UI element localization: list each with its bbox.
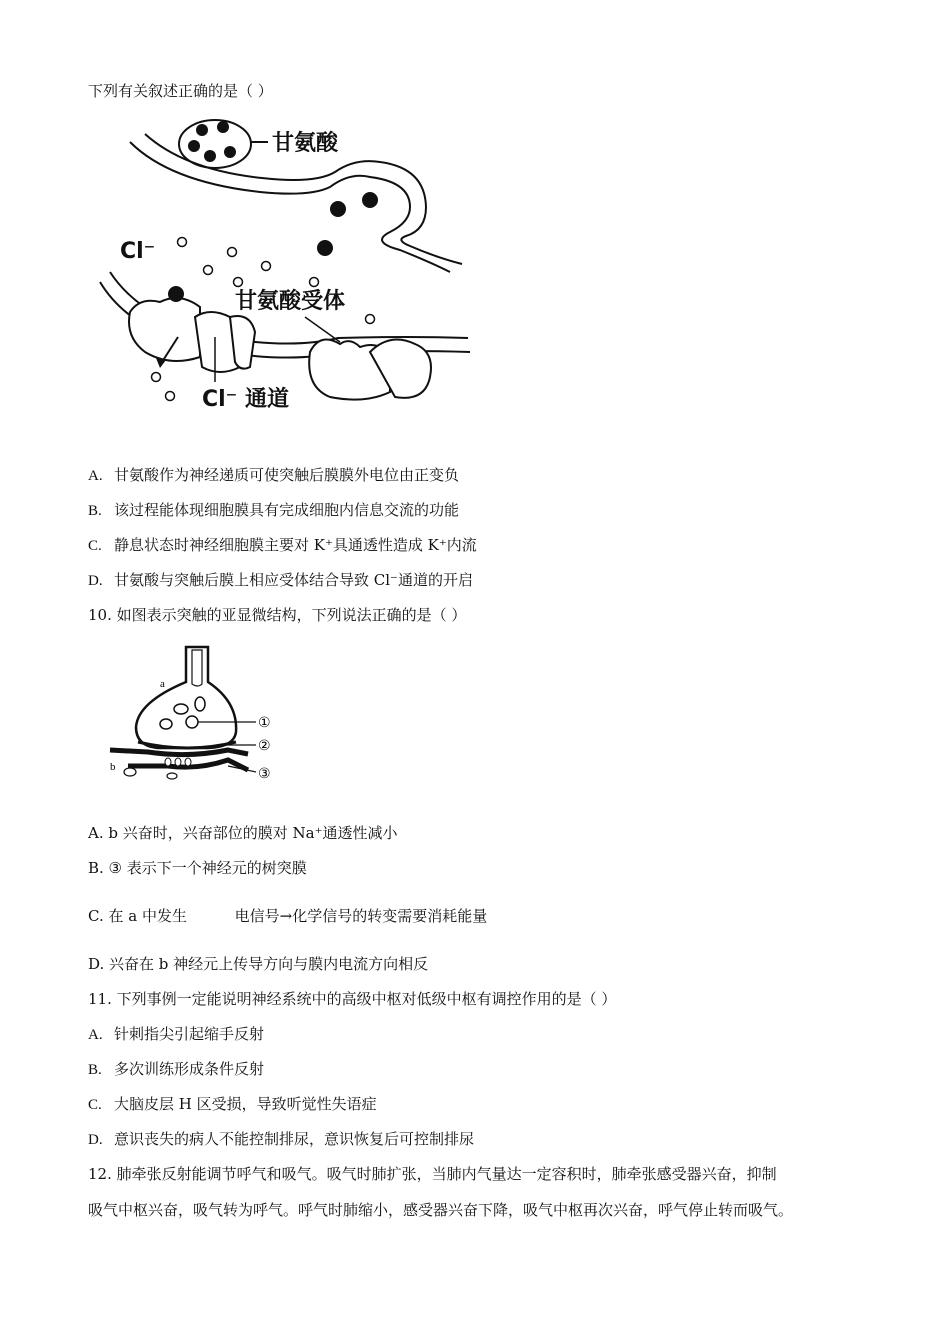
q9-option-b: B. 该过程能体现细胞膜具有完成细胞内信息交流的功能 [88, 501, 460, 519]
label-b: b [110, 761, 116, 773]
label-1: ① [258, 715, 271, 731]
q10-stem: 10. 如图表示突触的亚显微结构，下列说法正确的是（ ） [88, 606, 467, 624]
q11-option-a: A. 针刺指尖引起缩手反射 [88, 1025, 265, 1043]
synapse-structure-figure [108, 642, 298, 787]
q10-option-b: B. ③ 表示下一个神经元的树突膜 [88, 859, 307, 877]
q11-option-d: D. 意识丧失的病人不能控制排尿，意识恢复后可控制排尿 [88, 1130, 475, 1148]
q9-option-a: A. 甘氨酸作为神经递质可使突触后膜膜外电位由正变负 [88, 466, 460, 484]
q11-option-c: C. 大脑皮层 H 区受损，导致听觉性失语症 [88, 1095, 377, 1113]
label-2: ② [258, 738, 271, 754]
cl-ion-label: Cl⁻ [120, 239, 156, 264]
label-3: ③ [258, 766, 271, 782]
q9-option-c: C. 静息状态时神经细胞膜主要对 K⁺具通透性造成 K⁺内流 [88, 536, 477, 554]
cl-channel-label: Cl⁻ 通道 [202, 387, 289, 412]
q10-option-d: D. 兴奋在 b 神经元上传导方向与膜内电流方向相反 [88, 955, 429, 973]
label-a: a [160, 678, 165, 690]
glycine-label: 甘氨酸 [272, 131, 339, 156]
glycine-synapse-figure [90, 112, 490, 422]
q12-line-2: 吸气中枢兴奋，吸气转为呼气。呼气时肺缩小，感受器兴奋下降，吸气中枢再次兴奋，呼气停止转而吸气。 [88, 1201, 794, 1219]
q11-stem: 11. 下列事例一定能说明神经系统中的高级中枢对低级中枢有调控作用的是（ ） [88, 990, 617, 1008]
q10-option-a: A. b 兴奋时，兴奋部位的膜对 Na⁺通透性减小 [88, 824, 398, 842]
q11-option-b: B. 多次训练形成条件反射 [88, 1060, 265, 1078]
question-intro: 下列有关叙述正确的是（ ） [88, 82, 273, 100]
q10-option-c: C. 在 a 中发生 电信号→化学信号的转变需要消耗能量 [88, 907, 488, 925]
q9-option-d: D. 甘氨酸与突触后膜上相应受体结合导致 Cl⁻通道的开启 [88, 571, 473, 589]
q12-line-1: 12. 肺牵张反射能调节呼气和吸气。吸气时肺扩张，当肺内气量达一定容积时，肺牵张感受器兴奋，抑制 [88, 1165, 777, 1183]
receptor-label: 甘氨酸受体 [235, 289, 346, 314]
